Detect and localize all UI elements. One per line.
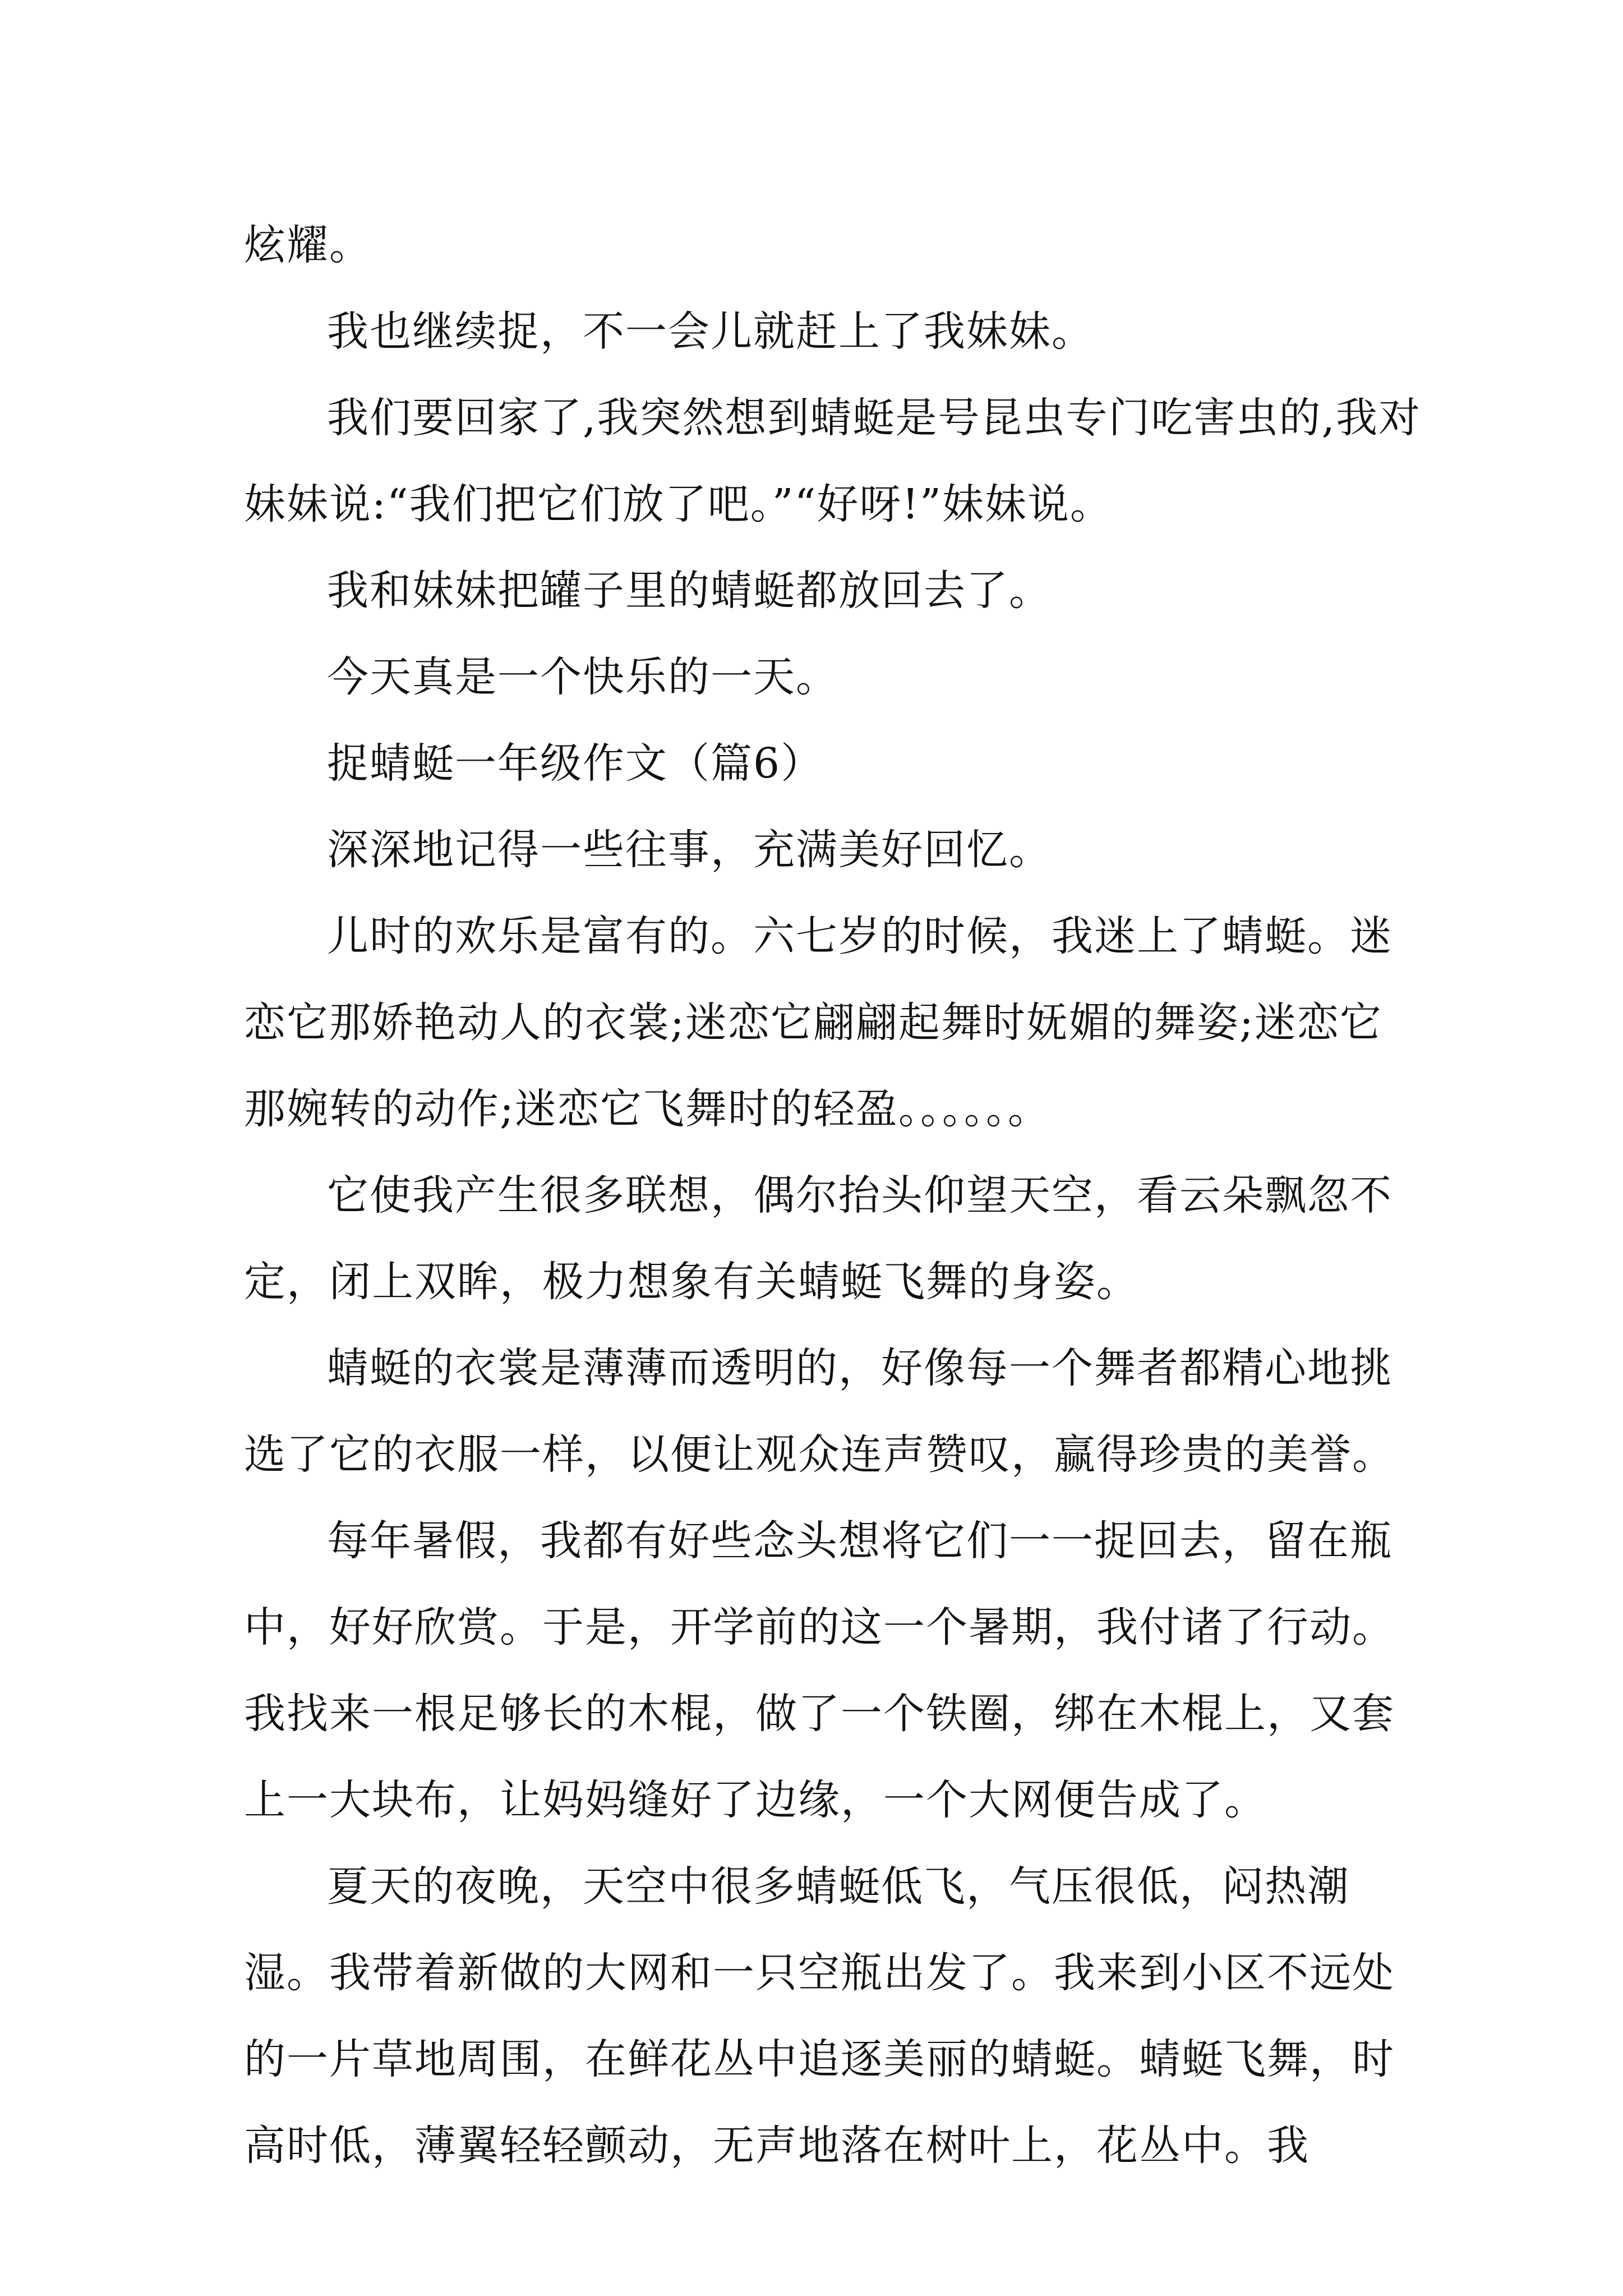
paragraph-3: 我们要回家了,我突然想到蜻蜓是号昆虫专门吃害虫的,我对妹妹说:“我们把它们放了吧。”“好呀!”妹妹说。 (244, 394, 1422, 528)
paragraph-10: 蜻蜓的衣裳是薄薄而透明的，好像每一个舞者都精心地挑选了它的衣服一样，以便让观众连声赞叹，赢得珍贵的美誉。 (244, 1344, 1395, 1479)
section-heading: 捉蜻蜓一年级作文（篇6） (327, 739, 824, 788)
paragraph-9: 它使我产生很多联想，偶尔抬头仰望天空，看云朵飘忽不定，闭上双眸，极力想象有关蜻蜓飞舞的身姿。 (244, 1171, 1393, 1306)
paragraph-1: 炫耀。 (244, 221, 372, 269)
document-body (244, 202, 1422, 2189)
paragraph-7: 深深地记得一些往事，充满美好回忆。 (327, 826, 1052, 874)
paragraph-4: 我和妹妹把罐子里的蜻蜓都放回去了。 (327, 567, 1052, 615)
paragraph-2: 我也继续捉，不一会儿就赶上了我妹妹。 (327, 307, 1094, 356)
paragraph-5: 今天真是一个快乐的一天。 (327, 653, 838, 701)
paragraph-11: 每年暑假，我都有好些念头想将它们一一捉回去，留在瓶中，好好欣赏。于是，开学前的这一个暑期，我付诸了行动。我找来一根足够长的木棍，做了一个铁圈，绑在木棍上，又套上一大块布，让妈妈缝好了边缘，一个大网便告成了。 (244, 1517, 1395, 1824)
paragraph-8: 儿时的欢乐是富有的。六七岁的时候，我迷上了蜻蜓。迷恋它那娇艳动人的衣裳;迷恋它翩翩起舞时妩媚的舞姿;迷恋它那婉转的动作;迷恋它飞舞时的轻盈。。。。。。 (244, 912, 1393, 1133)
paragraph-12: 夏天的夜晚，天空中很多蜻蜓低飞，气压很低，闷热潮湿。我带着新做的大网和一只空瓶出发了。我来到小区不远处的一片草地周围，在鲜花丛中追逐美丽的蜻蜓。蜻蜓飞舞，时高时低，薄翼轻轻颤动，无声地落在树叶上，花丛中。我 (244, 1862, 1395, 2170)
